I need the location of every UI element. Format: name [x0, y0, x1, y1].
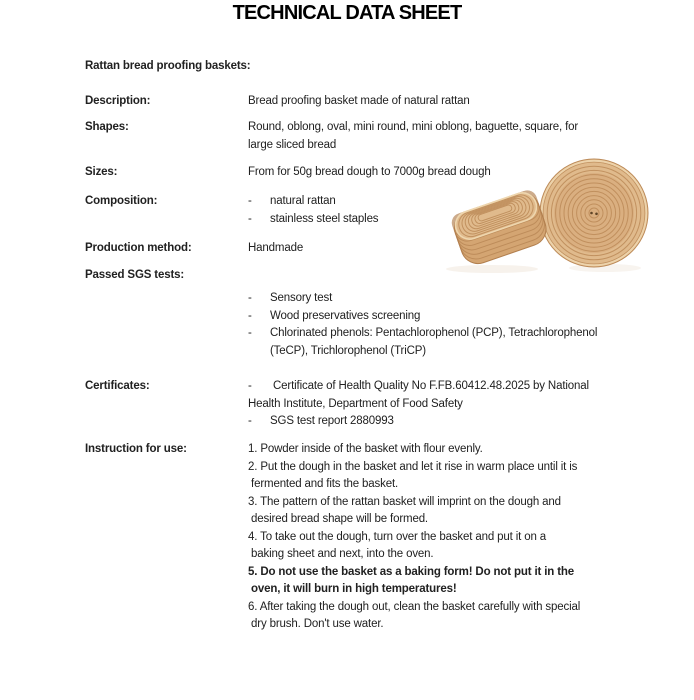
- composition-label: Composition:: [85, 195, 158, 207]
- row-composition: [85, 193, 685, 228]
- certificate-text-continued: Health Institute, Department of Food Safety: [248, 397, 463, 410]
- page-title: TECHNICAL DATA SHEET: [232, 2, 462, 24]
- sgs-bullet: [248, 325, 678, 360]
- row-shapes: [85, 119, 685, 154]
- instruction-step-warning: 5. Do not use the basket as a baking form! Do not put it in the: [248, 565, 574, 578]
- instruction-step: baking sheet and next, into the oven.: [248, 548, 434, 560]
- bullet-dash: -: [248, 212, 252, 225]
- shapes-value-line: Round, oblong, oval, mini round, mini oblong, baguette, square, for: [248, 121, 579, 133]
- sgs-tests-label: Passed SGS tests:: [85, 269, 185, 281]
- composition-bullet-text: natural rattan: [270, 195, 336, 207]
- description-value: Bread proofing basket made of natural rattan: [248, 95, 470, 107]
- bullet-dash: -: [248, 380, 252, 392]
- bullet-dash: -: [248, 415, 252, 427]
- certificates-bullet: [248, 413, 685, 431]
- certificates-bullet: [248, 378, 685, 396]
- sgs-bullet-text: Sensory test: [270, 292, 333, 304]
- production-method-value: Handmade: [248, 242, 304, 254]
- composition-bullet: [248, 211, 685, 229]
- certificate-text: SGS test report 2880993: [270, 415, 394, 427]
- sgs-bullet-text: Wood preservatives screening: [270, 309, 421, 322]
- instruction-step: 4. To take out the dough, turn over the basket and put it on a: [248, 530, 547, 543]
- instruction-step: 3. The pattern of the rattan basket will imprint on the dough and: [248, 495, 561, 508]
- bullet-dash: -: [248, 195, 252, 207]
- bullet-dash: -: [248, 309, 252, 322]
- instruction-step: 2. Put the dough in the basket and let it rise in warm place until it is: [248, 460, 578, 473]
- instruction-step: dry brush. Don't use water.: [248, 618, 384, 630]
- certificates-label: Certificates:: [85, 380, 150, 392]
- composition-bullet: [248, 193, 685, 211]
- row-sizes: [85, 164, 685, 182]
- description-label: Description:: [85, 95, 151, 107]
- row-certificates: [85, 378, 685, 431]
- instructions-label: Instruction for use:: [85, 443, 187, 455]
- row-description: [85, 93, 685, 111]
- row-production-method: [85, 240, 685, 258]
- production-method-label: Production method:: [85, 242, 192, 254]
- shapes-value-line: large sliced bread: [248, 138, 337, 151]
- sizes-value: From for 50g bread dough to 7000g bread dough: [248, 166, 491, 178]
- sgs-bullet: [248, 290, 678, 308]
- bullet-dash: -: [248, 292, 252, 304]
- instruction-step: 6. After taking the dough out, clean the basket carefully with special: [248, 600, 581, 613]
- instruction-step-warning: oven, it will burn in high temperatures!: [248, 583, 457, 595]
- instruction-step: desired bread shape will be formed.: [248, 513, 428, 525]
- sgs-bullet-text: (TeCP), Trichlorophenol (TriCP): [270, 344, 426, 357]
- certificate-text: Certificate of Health Quality No F.FB.60412.48.2025 by National: [273, 380, 589, 392]
- section-heading: Rattan bread proofing baskets:: [85, 60, 251, 72]
- instructions-list: [248, 441, 685, 634]
- shapes-label: Shapes:: [85, 121, 129, 133]
- sgs-bullet: [248, 308, 678, 326]
- oblong-basket-shadow: [446, 265, 538, 273]
- row-instructions: [85, 441, 685, 634]
- bullet-dash: -: [248, 327, 252, 339]
- sgs-tests-bullets: [248, 290, 678, 360]
- instruction-step: 1. Powder inside of the basket with flour evenly.: [248, 443, 483, 455]
- sizes-label: Sizes:: [85, 166, 118, 178]
- composition-bullet-text: stainless steel staples: [270, 212, 379, 225]
- instruction-step: fermented and fits the basket.: [248, 478, 399, 490]
- sgs-bullet-text: Chlorinated phenols: Pentachlorophenol (PCP), Tetrachlorophenol: [270, 327, 598, 339]
